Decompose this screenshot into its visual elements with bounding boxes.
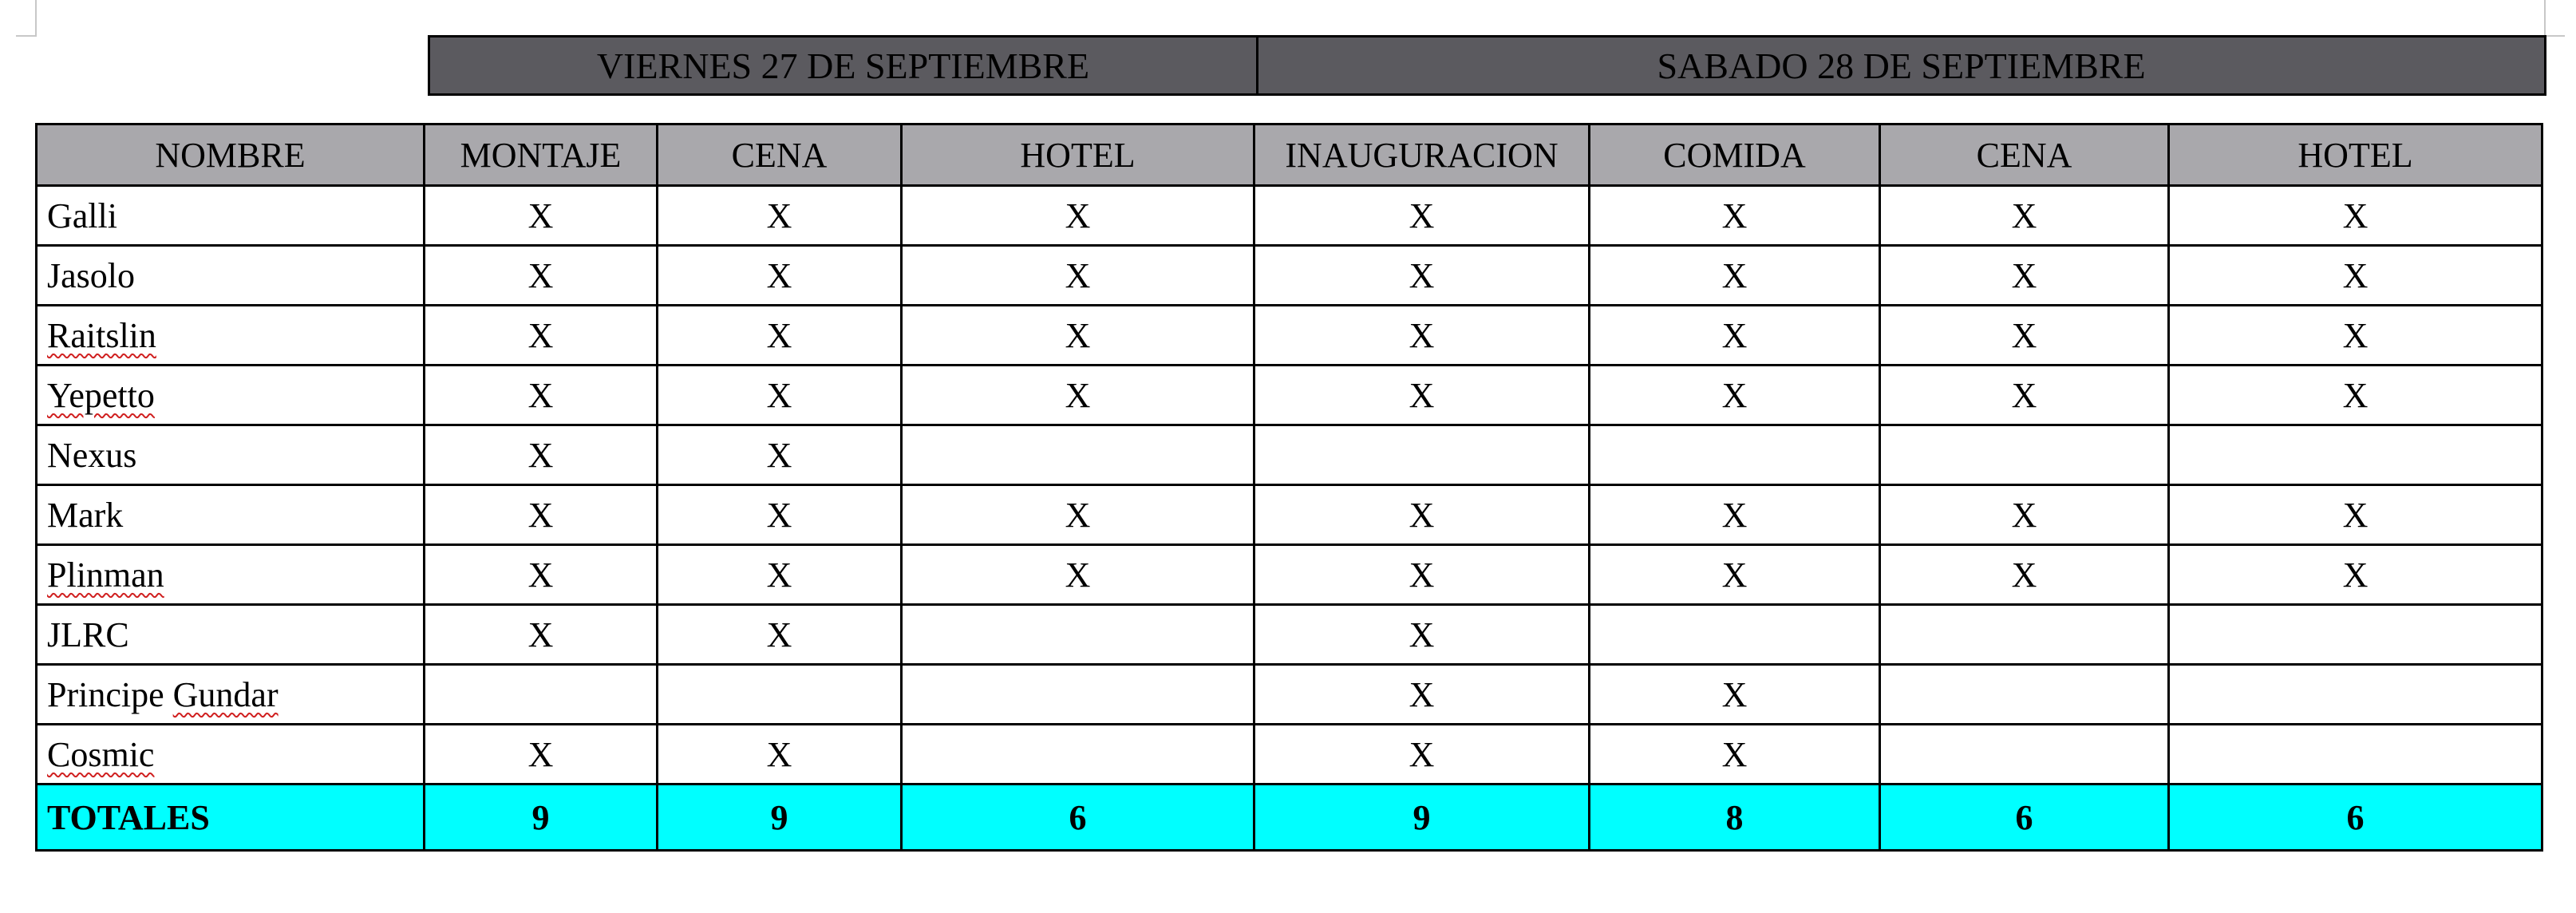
- total-value: 6: [2169, 785, 2542, 851]
- row-cell: X: [2169, 485, 2542, 545]
- column-header-nombre: NOMBRE: [37, 125, 425, 186]
- row-cell: X: [1590, 665, 1880, 725]
- row-cell: [1880, 665, 2169, 725]
- row-cell: X: [1590, 306, 1880, 366]
- row-cell: X: [1254, 725, 1590, 785]
- row-cell: [2169, 725, 2542, 785]
- column-header-cena-friday: CENA: [658, 125, 902, 186]
- total-value: 6: [902, 785, 1254, 851]
- row-cell: X: [658, 545, 902, 605]
- row-name: Nexus: [37, 425, 425, 485]
- table-row: [37, 246, 2542, 306]
- row-cell: X: [1254, 186, 1590, 246]
- row-cell: X: [658, 605, 902, 665]
- table-row: [37, 366, 2542, 425]
- row-cell: X: [425, 605, 658, 665]
- row-cell: X: [658, 725, 902, 785]
- row-cell: X: [1880, 366, 2169, 425]
- row-cell: [1880, 725, 2169, 785]
- row-cell: [425, 665, 658, 725]
- row-cell: [1590, 425, 1880, 485]
- table-row: [37, 306, 2542, 366]
- total-value: 9: [1254, 785, 1590, 851]
- spellcheck-word: Yepetto: [47, 375, 155, 415]
- row-cell: X: [1254, 306, 1590, 366]
- row-cell: [2169, 605, 2542, 665]
- row-cell: X: [425, 725, 658, 785]
- row-cell: X: [2169, 366, 2542, 425]
- row-cell: X: [1590, 545, 1880, 605]
- table-row: [37, 186, 2542, 246]
- row-cell: X: [2169, 306, 2542, 366]
- row-cell: X: [1590, 725, 1880, 785]
- attendance-table: [35, 123, 2543, 852]
- row-name: Galli: [37, 186, 425, 246]
- page-crop-mark-top-right: [2544, 0, 2565, 37]
- row-cell: [2169, 665, 2542, 725]
- row-cell: X: [902, 366, 1254, 425]
- row-cell: X: [425, 545, 658, 605]
- page-crop-mark-top-left: [16, 0, 37, 37]
- column-header-hotel-friday: HOTEL: [902, 125, 1254, 186]
- row-cell: [902, 725, 1254, 785]
- column-header-row: [37, 125, 2542, 186]
- row-cell: [1590, 605, 1880, 665]
- row-cell: X: [902, 246, 1254, 306]
- row-cell: X: [1254, 246, 1590, 306]
- spellcheck-word: Plinman: [47, 555, 164, 595]
- table-row: [37, 485, 2542, 545]
- row-cell: [658, 665, 902, 725]
- row-cell: X: [1254, 665, 1590, 725]
- row-cell: X: [1254, 545, 1590, 605]
- row-cell: [902, 605, 1254, 665]
- row-cell: X: [1254, 366, 1590, 425]
- row-cell: [2169, 425, 2542, 485]
- row-name: [37, 665, 425, 725]
- row-name-first: Principe: [47, 674, 173, 714]
- table-row: [37, 665, 2542, 725]
- row-cell: X: [658, 306, 902, 366]
- row-name: [37, 306, 425, 366]
- row-cell: X: [2169, 545, 2542, 605]
- row-name: [37, 725, 425, 785]
- row-cell: X: [2169, 186, 2542, 246]
- table-row: [37, 725, 2542, 785]
- total-value: 8: [1590, 785, 1880, 851]
- row-cell: X: [425, 366, 658, 425]
- row-name: [37, 545, 425, 605]
- total-value: 6: [1880, 785, 2169, 851]
- day-header-saturday: SABADO 28 DE SEPTIEMBRE: [1258, 37, 2546, 95]
- row-cell: X: [2169, 246, 2542, 306]
- row-cell: X: [1880, 186, 2169, 246]
- row-cell: X: [1590, 186, 1880, 246]
- row-cell: X: [425, 425, 658, 485]
- totals-row: [37, 785, 2542, 851]
- row-cell: X: [425, 306, 658, 366]
- column-header-comida: COMIDA: [1590, 125, 1880, 186]
- table-row: [37, 605, 2542, 665]
- row-cell: X: [902, 306, 1254, 366]
- row-cell: X: [658, 366, 902, 425]
- row-name: Mark: [37, 485, 425, 545]
- row-cell: X: [658, 186, 902, 246]
- table-row: [37, 425, 2542, 485]
- row-cell: X: [425, 246, 658, 306]
- row-cell: X: [902, 186, 1254, 246]
- row-cell: X: [1880, 485, 2169, 545]
- spellcheck-word: Raitslin: [47, 315, 156, 355]
- row-cell: [902, 665, 1254, 725]
- row-cell: X: [1880, 545, 2169, 605]
- table-row: [37, 545, 2542, 605]
- row-cell: X: [1590, 246, 1880, 306]
- row-cell: X: [902, 545, 1254, 605]
- spellcheck-word: Gundar: [172, 674, 279, 714]
- row-name: JLRC: [37, 605, 425, 665]
- day-header-friday: VIERNES 27 DE SEPTIEMBRE: [429, 37, 1258, 95]
- row-cell: X: [1880, 246, 2169, 306]
- row-cell: [1880, 605, 2169, 665]
- row-cell: X: [658, 425, 902, 485]
- row-cell: [1254, 425, 1590, 485]
- column-header-montaje: MONTAJE: [425, 125, 658, 186]
- row-cell: X: [1590, 366, 1880, 425]
- row-cell: X: [1254, 605, 1590, 665]
- total-value: 9: [425, 785, 658, 851]
- column-header-hotel-saturday: HOTEL: [2169, 125, 2542, 186]
- total-value: 9: [658, 785, 902, 851]
- row-cell: X: [1590, 485, 1880, 545]
- row-cell: [902, 425, 1254, 485]
- day-header-table: [428, 35, 2546, 96]
- row-cell: X: [425, 485, 658, 545]
- row-cell: X: [425, 186, 658, 246]
- spellcheck-word: Cosmic: [47, 734, 155, 774]
- totals-label: TOTALES: [37, 785, 425, 851]
- row-cell: [1880, 425, 2169, 485]
- column-header-cena-saturday: CENA: [1880, 125, 2169, 186]
- row-cell: X: [1880, 306, 2169, 366]
- row-name: [37, 366, 425, 425]
- row-cell: X: [1254, 485, 1590, 545]
- row-cell: X: [902, 485, 1254, 545]
- day-header-row: [429, 37, 2546, 95]
- row-name: Jasolo: [37, 246, 425, 306]
- column-header-inauguracion: INAUGURACION: [1254, 125, 1590, 186]
- row-cell: X: [658, 485, 902, 545]
- row-cell: X: [658, 246, 902, 306]
